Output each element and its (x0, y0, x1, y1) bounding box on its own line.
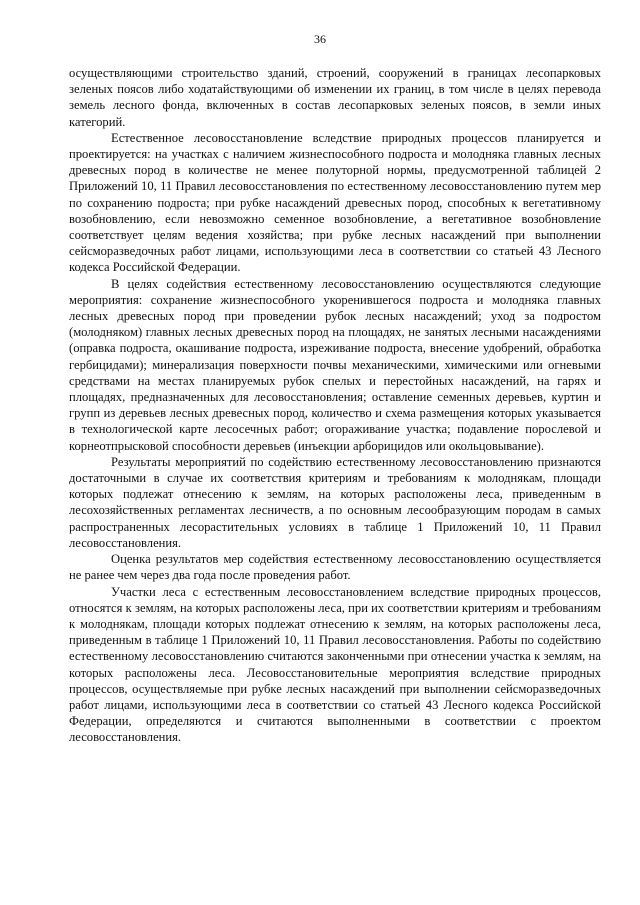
paragraph-natural-reforestation: Естественное лесовосстановление вследствие природных процессов планируется и проектируется: на участках с наличием жизнеспособного подроста и молодняка главных лесных древесных пород в количестве не менее полуторной нормы, предусмотренной таблицей 2 Приложений 10, 11 Правил лесовосстановления по естественному лесовосстановлению путем мер по сохранению подроста; при рубке насаждений древесных пород, способных к вегетативному возобновлению, если невозможно семенное возобновление, а вегетативное возобновление соответствует целям ведения хозяйства; при рубке лесных насаждений при выполнении сейсморазведочных работ лицами, использующими леса в соответствии со статьей 43 Лесного кодекса Российской Федерации. (69, 130, 601, 275)
paragraph-continuation: осуществляющими строительство зданий, строений, сооружений в границах лесопарковых зеленых поясов либо ходатайствующими об изменении их границ, в том числе в целях перевода земель лесного фонда, включенных в состав лесопарковых зеленых поясов, в земли иных категорий. (69, 66, 601, 129)
paragraph-results-evaluation: Оценка результатов мер содействия естественному лесовосстановлению осуществляется не ранее чем через два года после проведения работ. (69, 552, 601, 583)
paragraph-results-sufficiency: Результаты мероприятий по содействию естественному лесовосстановлению признаются достаточными в случае их соответствия критериям и требованиям к молоднякам, площади которых подлежат отнесению к землям, на которых расположены леса, приведенным в лесохозяйственных регламентах лесничеств, а по основным лесообразующим породам в самых распространенных лесорастительных условиях в таблице 1 Приложений 10, 11 Правил лесовосстановления. (69, 454, 601, 550)
paragraph-assistance-measures: В целях содействия естественному лесовосстановлению осуществляются следующие мероприятия: сохранение жизнеспособного укоренившегося подроста и молодняка главных лесных древесных пород при проведении рубок лесных насаждений; уход за подростом (молодняком) главных лесных древесных пород на площадях, не занятых лесными насаждениями (оправка подроста, окашивание подроста, изреживание подроста, внесение удобрений, обработка гербицидами); минерализация поверхности почвы механическими, химическими или огневыми средствами на местах планируемых рубок спелых и перестойных насаждений, на гарях и площадях, предназначенных для лесовосстановления; оставление семенных деревьев, куртин и групп из деревьев лесных древесных пород, количество и схема размещения которых указывается в технологической карте лесосечных работ; огораживание участка; подавление порослевой и корнеотпрысковой способности деревьев (инъекции арборицидов или окольцовывание). (69, 276, 601, 453)
document-body (69, 65, 601, 746)
page-number: 36 (314, 32, 326, 46)
paragraph-forest-plots: Участки леса с естественным лесовосстановлением вследствие природных процессов, относятся к землям, на которых расположены леса, при их соответствии критериям и требованиям к молоднякам, площади которых подлежат отнесению к землям, на которых расположены леса, приведенным в таблице 1 Приложений 10, 11 Правил лесовосстановления. Работы по содействию естественному лесовосстановлению считаются законченными при отнесении участка к землям, на которых расположены леса. Лесовосстановительные мероприятия вследствие природных процессов, осуществляемые при рубке лесных насаждений при выполнении сейсморазведочных работ лицами, использующими леса в соответствии со статьей 43 Лесного кодекса Российской Федерации, определяются и считаются выполненными в соответствии с проектом лесовосстановления. (69, 584, 601, 745)
